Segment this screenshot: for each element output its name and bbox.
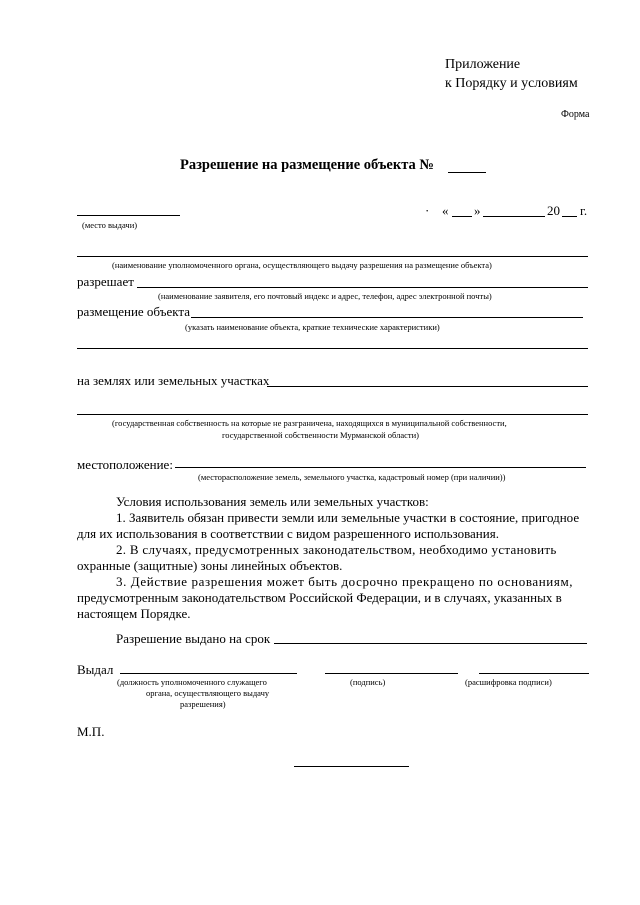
term-blank: [274, 643, 587, 644]
lands-caption-line1: (государственная собственность на которые не разграничена, находящихся в муниципальной собственности,: [112, 418, 507, 428]
object-blank-second: [77, 348, 588, 349]
title-number-blank: [448, 172, 486, 173]
lands-caption-line2: государственной собственности Мурманской области): [222, 430, 419, 440]
permits-blank: [137, 287, 588, 288]
form-label: Форма: [561, 109, 590, 120]
position-caption-line2: органа, осуществляющего выдачу: [146, 688, 270, 698]
authority-caption: (наименование уполномоченного органа, осуществляющего выдачу разрешения на размещение объекта): [112, 260, 492, 270]
date-year-prefix: 20: [547, 203, 560, 218]
permits-caption: (наименование заявителя, его почтовый индекс и адрес, телефон, адрес электронной почты): [158, 291, 492, 301]
location-label: местоположение:: [77, 457, 173, 472]
condition-2-line2: охранные (защитные) зоны линейных объектов.: [77, 558, 343, 573]
date-year-suffix: г.: [580, 203, 588, 218]
decoding-caption: (расшифровка подписи): [465, 677, 552, 687]
stamp-label: М.П.: [77, 724, 105, 739]
date-quote-close: »: [474, 203, 481, 218]
lands-label: на землях или земельных участках: [77, 373, 270, 388]
lands-blank-second: [77, 414, 588, 415]
lands-blank: [267, 386, 588, 387]
condition-1-line1: 1. Заявитель обязан привести земли или земельные участки в состояние, пригодное: [116, 510, 580, 525]
location-caption: (месторасположение земель, земельного участка, кадастровый номер (при наличии)): [198, 472, 506, 482]
appendix-label: Приложение: [445, 57, 521, 72]
date-day-blank: [452, 216, 472, 217]
authority-blank: [77, 256, 588, 257]
date-year-blank: [562, 216, 577, 217]
condition-2-line1: 2. В случаях, предусмотренных законодательством, необходимо установить: [116, 542, 557, 557]
condition-1-line2: для их использования в соответствии с видом разрешенного использования.: [77, 526, 499, 541]
position-blank: [120, 673, 297, 674]
date-quote-open: «: [442, 203, 449, 218]
object-label: размещение объекта: [77, 304, 190, 319]
location-blank: [175, 467, 586, 468]
condition-3-line3: настоящем Порядке.: [77, 606, 191, 621]
issued-label: Выдал: [77, 662, 114, 677]
document-title: [180, 157, 434, 174]
object-caption: (указать наименование объекта, краткие технические характеристики): [185, 322, 440, 332]
condition-3-line2: предусмотренным законодательством Российской Федерации, и в случаях, указанных в: [77, 590, 562, 605]
signature-blank: [325, 673, 458, 674]
decoding-blank: [479, 673, 589, 674]
signature-caption: (подпись): [350, 677, 386, 687]
permits-label: разрешает: [77, 274, 134, 289]
appendix-to-label: к Порядку и условиям: [445, 76, 578, 91]
position-caption-line3: разрешения): [180, 699, 226, 709]
place-of-issue-caption: (место выдачи): [82, 220, 138, 230]
bottom-separator: [294, 766, 409, 767]
date-dot: ·: [425, 203, 430, 218]
position-caption-line1: (должность уполномоченного служащего: [117, 677, 267, 687]
object-blank: [191, 317, 583, 318]
term-label: Разрешение выдано на срок: [116, 631, 271, 646]
document-title-text: Разрешение на размещение объекта: [180, 157, 416, 173]
conditions-heading: Условия использования земель или земельных участков:: [116, 494, 429, 509]
condition-3-line1: 3. Действие разрешения может быть досрочно прекращено по основаниям,: [116, 574, 574, 589]
number-sign: №: [419, 157, 434, 173]
date-month-blank: [483, 216, 545, 217]
place-of-issue-blank: [77, 215, 180, 216]
